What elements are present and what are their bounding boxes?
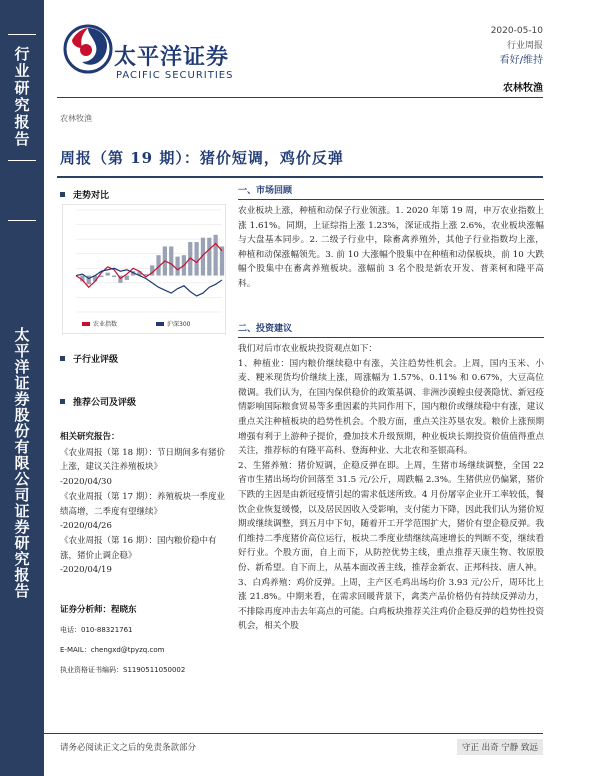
related-report-3-date: -2020/04/19 [60, 565, 112, 576]
excess-bar [207, 238, 211, 276]
excess-bar [220, 246, 224, 275]
investment-advice-heading: 二、投资建议 [238, 324, 293, 334]
sidebar-category: 行业研究报告 [12, 46, 31, 148]
analyst-info [60, 600, 230, 680]
footer-disclaimer: 请务必阅读正文之后的免责条款部分 [60, 743, 197, 753]
trend-section [60, 188, 228, 201]
report-meta [491, 24, 543, 68]
excess-bar [106, 273, 110, 276]
logo-name-cn: 太平洋证券 [114, 45, 230, 70]
market-review-text: 农业板块上涨，种植和动保子行业领涨。1. 2020 年第 19 周，申万农业指数上涨 1.61%。同期，上证综指上涨 1.23%，深证成指上涨 2.6%，农业板块涨幅与大盘基本同步。2. 二级子行业中，除畜禽养殖外，其他子行业指数均上涨，种植和动保涨幅领先。3. 前 10 大涨幅个股集中在种植和动保板块，前 10 大跌幅个股集中在畜禽养殖板块。涨幅前 3 名个股是新农开发、普莱柯和隆平高科。 [238, 206, 544, 289]
company-rating-heading: 推荐公司及评级 [73, 398, 137, 408]
related-report-2[interactable]: 《农业周报（第 17 期）：养殖板块一季度业绩高增，二季度有望继续》 [60, 491, 225, 517]
section-divider [238, 337, 544, 338]
advice-pig-farming: 2、生猪养殖：猪价短调，企稳反弹在即。上周，生猪市场继续调整，全国 22 省市生猪出场均价回落至 31.5 元/公斤，周跌幅 2.3%。生猪供应仍偏紧，猪价下跌的主因是由新冠疫情引起的需求低迷所致。4 月份屠宰企业开工率较低，餐饮企业恢复缓慢，以及居民因收入受影响，支付能力下降，因此我们认为猪价短期或继续调整，到五月中下旬，随着开工开学范围扩大，猪价有望企稳反弹。我们维持二季度猪价高位运行，板块二季度业绩继续高速增长的判断不变，继续看好行业。个股方面，自上而下，从防控优势主线，重点推荐天康生物、牧原股份、新希望。自下而上，从基本面改善主线，推荐金新农、正邦科技、唐人神。 [238, 460, 544, 573]
market-review-heading: 一、市场回顾 [238, 186, 293, 196]
company-logo-icon [62, 18, 114, 84]
excess-bar [194, 242, 198, 276]
excess-bar [214, 235, 218, 276]
legend-label: 沪深300 [167, 321, 191, 328]
related-report-1-date: -2020/04/30 [60, 477, 112, 488]
sidebar-company: 太平洋证券股份有限公司证券研究报告 [12, 327, 31, 599]
trend-chart [62, 204, 226, 334]
related-reports [60, 430, 230, 578]
investment-advice-section [238, 322, 544, 634]
market-review-section [238, 184, 544, 292]
analyst-phone: 电话：010-88321761 [60, 626, 133, 634]
advice-chicken-farming: 3、白鸡养殖：鸡价反弹。上周，主产区毛鸡出场均价 3.93 元/公斤，周环比上涨 21.8%。中期来看，在需求回暖背景下，禽类产品价格仍有持续反弹动力，不排除再度冲击去年高点的可能。白鸡板块推荐关注鸡价企稳反弹的趋势性投资机会，相关个股 [238, 577, 544, 632]
legend-swatch [82, 322, 90, 326]
footer-motto: 守正 出奇 宁静 致远 [457, 739, 543, 755]
breadcrumb: 农林牧渔 [60, 114, 92, 123]
sub-rating-section [60, 352, 228, 365]
left-sidebar [0, 0, 44, 776]
report-date: 2020-05-10 [490, 26, 543, 36]
analyst-name: 证券分析师：程晓东 [60, 605, 137, 615]
excess-bar [99, 276, 103, 277]
title-divider [57, 176, 543, 178]
excess-bar [175, 257, 179, 276]
page-title: 周报（第 19 期）：猪价短调，鸡价反弹 [60, 149, 344, 167]
related-heading: 相关研究报告： [60, 432, 120, 442]
header-divider [57, 97, 543, 98]
section-divider [238, 199, 544, 200]
sub-rating-heading: 子行业评级 [73, 355, 119, 365]
related-report-2-date: -2020/04/26 [60, 521, 112, 532]
square-bullet-icon [60, 356, 65, 361]
advice-planting: 1、种植业：国内粮价继续稳中有涨，关注趋势性机会。上周，国内玉米、小麦、粳米现货均价继续上涨，周涨幅为 1.57%、0.11% 和 0.67%，大豆高位微调。我们认为，在国内保供稳价的政策基调、非洲沙漠蝗虫侵袭隐忧、新冠疫情影响国际粮食贸易等多重因素的共同作用下，国内粮价或继续稳中有涨，建议重点关注种植板块的趋势性机会。个股方面，重点关注苏垦农发。粮价上涨预期增强有利于上游种子提价，叠加技术升级预期，种业板块长期投资价值值得重点关注，推荐标的有隆平高科、登海种业、大北农和荃银高科。 [238, 358, 544, 457]
excess-bar [112, 276, 116, 277]
report-rating: 看好/维持 [499, 55, 543, 66]
square-bullet-icon [60, 399, 65, 404]
sidebar-divider-middle2 [8, 220, 36, 221]
report-sector: 农林牧渔 [503, 83, 543, 94]
sidebar-divider-top [8, 34, 36, 35]
analyst-email[interactable]: E-MAIL：chengxd@tpyzq.com [60, 646, 165, 654]
related-report-3[interactable]: 《农业周报（第 16 期）：国内粮价稳中有涨，猪价止调企稳》 [60, 535, 217, 561]
trend-heading: 走势对比 [73, 191, 110, 201]
logo-name-en: PACIFIC SECURITIES [116, 70, 234, 81]
footer-divider [44, 733, 543, 734]
square-bullet-icon [60, 192, 65, 197]
trend-chart-svg [62, 204, 226, 334]
legend-label: 农业指数 [93, 321, 118, 328]
legend-swatch [156, 322, 164, 326]
report-type: 行业周报 [506, 41, 543, 51]
sidebar-divider-middle [8, 160, 36, 161]
investment-intro: 我们对后市农业板块投资观点如下： [238, 344, 377, 354]
excess-bar [125, 276, 129, 280]
analyst-cert: 执业资格证书编码：S1190511050002 [60, 666, 186, 674]
excess-bar [169, 246, 173, 275]
related-report-1[interactable]: 《农业周报（第 18 期）：节日期间多有猪价上涨，建议关注养殖板块》 [60, 447, 225, 473]
company-rating-section [60, 395, 228, 408]
